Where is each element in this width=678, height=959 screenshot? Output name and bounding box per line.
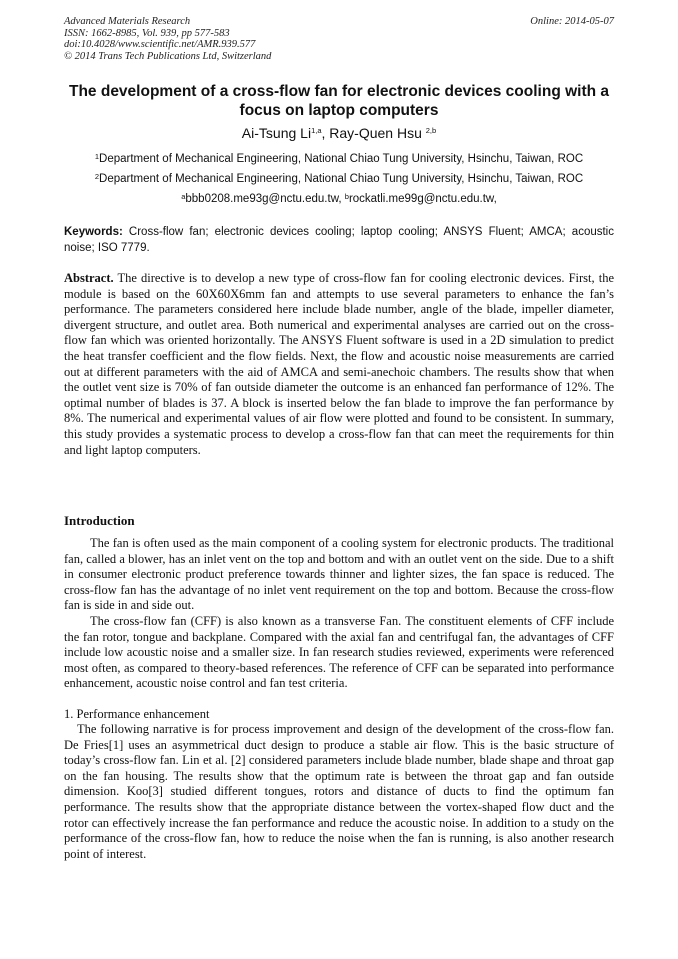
author-1-name: Ai-Tsung Li [241, 125, 312, 141]
email-b-label: b [344, 192, 349, 201]
affiliation-2 [60, 172, 618, 186]
keywords-paragraph [64, 225, 614, 256]
author-list [60, 124, 618, 142]
section-1-paragraph: The following narrative is for process improvement and design of the development of the cross-flow fan. De Fries[1] uses an asymmetrical duct design to produce a stable air flow. This is the basic structure of today’s cross-flow fan. Lin et al. [2] considered parameters include blade number, blade shape and throat gap on the fan housing. The results show that the optimum rate is between the throat gap and fan outside dimension. Koo[3] studied different tongues, rotors and distance of ducts to find the optimum fan performance. The results show that the appropriate distance between the vortex-shaped flow duct and the rotor can effectively increase the fan performance and reduce the acoustic noise. In addition to a study on the performance of the cross-flow fan, how to reduce the noise when the fan is running, is also another research point of interest. [64, 722, 614, 861]
journal-header [64, 16, 271, 62]
section-1-body [64, 722, 614, 862]
paper-title: The development of a cross-flow fan for electronic devices cooling with a focus on laptop computers [68, 83, 610, 119]
introduction-heading: Introduction [64, 513, 135, 528]
abstract-label: Abstract. [64, 271, 114, 285]
email-b[interactable]: rockatli.me99g@nctu.edu.tw, [348, 193, 497, 205]
introduction-body [64, 536, 614, 692]
issn-line: ISSN: 1662-8985, Vol. 939, pp 577-583 [64, 27, 230, 39]
affiliation-2-text: Department of Mechanical Engineering, National Chiao Tung University, Hsinchu, Taiwan, ROC [99, 173, 584, 185]
author-emails [60, 192, 618, 206]
author-1-superscript: 1,a [311, 126, 322, 135]
email-a-label: a [181, 192, 186, 201]
section-1-heading: 1. Performance enhancement [64, 707, 210, 721]
abstract-text: The directive is to develop a new type of cross-flow fan for cooling electronic devices. First, the module is based on the 60X60X6mm fan and attempts to use several parameters to enhance the fan’s performance. The parameters considered here include blade number, angle of the blade, impeller diameter, divergent structure, and outlet area. Both numerical and experimental analyses are carried out on the cross-flow fan which was oriented horizontally. The ANSYS Fluent software is used in a 2D simulation to predict the heat transfer coefficient and the flow fields. Next, the flow and acoustic noise measurements are carried out at different parameters with the aid of AMCA and semi-anechoic chambers. The results show that when the outlet vent size is 70% of fan outside diameter the outcome is an enhanced fan performance of 12%. The optimal number of blades is 37. A block is inserted below the fan blade to improve the fan performance by 8%. The numerical and experimental values of air flow were plotted and found to be consistent. In summary, this study provides a systematic process to develop a cross-flow fan that can meet the requirements for thin and light laptop computers. [64, 271, 614, 457]
affiliation-2-number: 2 [94, 172, 100, 181]
email-a[interactable]: bbb0208.me93g@nctu.edu.tw, [185, 193, 345, 205]
author-separator: , [321, 125, 330, 141]
affiliation-1 [60, 152, 618, 166]
doi-line[interactable]: doi:10.4028/www.scientific.net/AMR.939.577 [64, 39, 256, 50]
intro-paragraph-1: The fan is often used as the main component of a cooling system for electronic products. The traditional fan, called a blower, has an inlet vent on the top and bottom and with an outlet vent on the side. Due to a shift in consumer electronic product preference towards thinner and lighter sizes, the fan space is reduced. The cross-flow fan has the advantage of no inlet vent requirement on the top and bottom. Because the cross-flow fan is side in and side out. [64, 536, 614, 613]
affiliation-1-number: 1 [94, 152, 100, 161]
author-2-name: Ray-Quen Hsu [329, 125, 426, 141]
affiliation-1-text: Department of Mechanical Engineering, National Chiao Tung University, Hsinchu, Taiwan, ROC [99, 153, 584, 165]
online-date: Online: 2014-05-07 [530, 16, 614, 27]
intro-paragraph-2: The cross-flow fan (CFF) is also known as a transverse Fan. The constituent elements of CFF include the fan rotor, tongue and backplane. Compared with the axial fan and centrifugal fan, the advantages of CFF include low acoustic noise and a smaller size. In fan research studies reviewed, experiments were referenced most often, as compared to theory-based references. The reference of CFF can be separated into performance enhancement, acoustic noise control and fan test criteria. [64, 613, 614, 691]
author-2-superscript: 2,b [425, 126, 437, 135]
copyright-line: © 2014 Trans Tech Publications Ltd, Switzerland [64, 50, 272, 62]
keywords-text: Cross-flow fan; electronic devices cooling; laptop cooling; ANSYS Fluent; AMCA; acoustic noise; ISO 7779. [64, 226, 614, 254]
keywords-label: Keywords: [64, 226, 123, 238]
abstract-paragraph [64, 271, 614, 458]
journal-name: Advanced Materials Research [64, 16, 191, 27]
